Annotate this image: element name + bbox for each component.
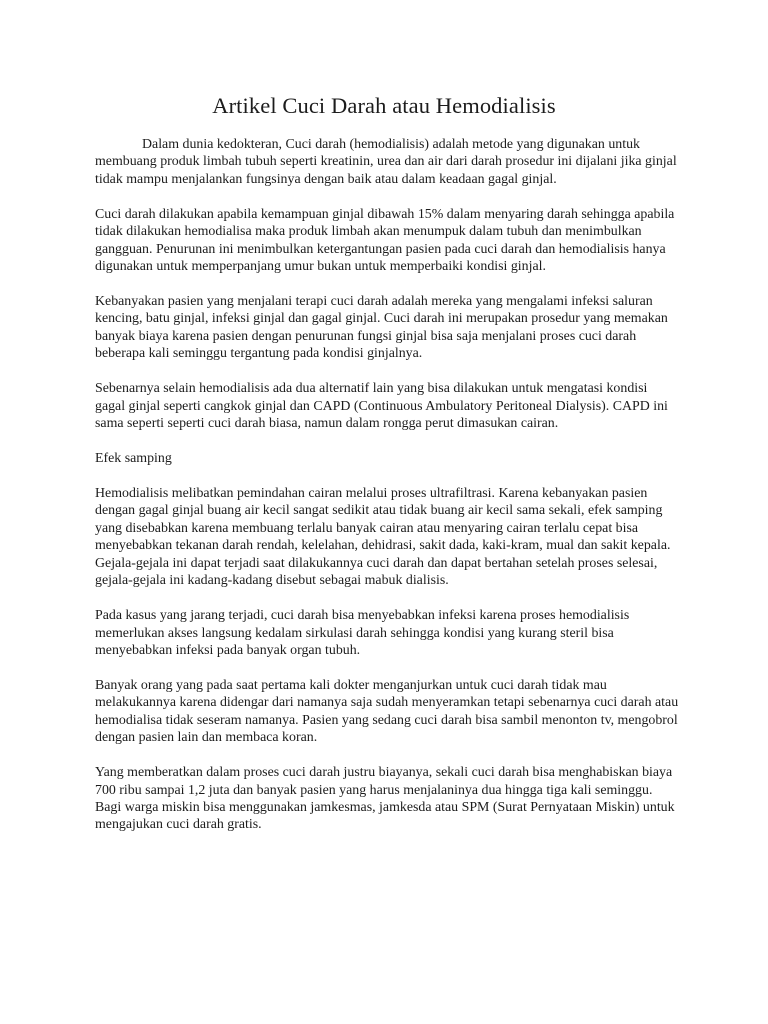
paragraph-side-effects: Hemodialisis melibatkan pemindahan cairan melalui proses ultrafiltrasi. Karena kebanyakan pasien dengan gagal ginjal buang air kecil sangat sedikit atau tidak buang air kecil sama sekali, efek samping yang disebabkan karena membuang terlalu banyak cairan atau menyaring cairan terlalu cepat bisa menyebabkan tekanan darah rendah, kelelahan, dehidrasi, sakit dada, kaki-kram, mual dan sakit kepala. Gejala-gejala ini dapat terjadi saat dilakukannya cuci darah dan dapat bertahan setelah proses selesai, gejala-gejala ini kadang-kadang disebut sebagai mabuk dialisis. <box>95 486 671 589</box>
paragraph-patients: Kebanyakan pasien yang menjalani terapi cuci darah adalah mereka yang mengalami infeksi saluran kencing, batu ginjal, infeksi ginjal dan gagal ginjal. Cuci darah ini merupakan prosedur yang memakan banyak biaya karena pasien dengan penurunan fungsi ginjal bisa saja menjalani proses cuci darah beberapa kali seminggu tergantung pada kondisi ginjalnya. <box>95 294 668 362</box>
paragraph-infection: Pada kasus yang jarang terjadi, cuci darah bisa menyebabkan infeksi karena proses hemodialisis memerlukan akses langsung kedalam sirkulasi darah sehingga kondisi yang kurang steril bisa menyebabkan infeksi pada banyak organ tubuh. <box>95 608 630 658</box>
page-title: Artikel Cuci Darah atau Hemodialisis <box>212 93 556 118</box>
paragraph-cost: Yang memberatkan dalam proses cuci darah justru biayanya, sekali cuci darah bisa menghabiskan biaya 700 ribu sampai 1,2 juta dan banyak pasien yang harus menjalaninya dua hingga tiga kali seminggu. Bagi warga miskin bisa menggunakan jamkesmas, jamkesda atau SPM (Surat Pernyataan Miskin) untuk mengajukan cuci darah gratis. <box>95 765 675 833</box>
paragraph-alternatives: Sebenarnya selain hemodialisis ada dua alternatif lain yang bisa dilakukan untuk mengatasi kondisi gagal ginjal seperti cangkok ginjal dan CAPD (Continuous Ambulatory Peritoneal Dialysis). CAPD ini sama seperti seperti cuci darah biasa, namun dalam rongga perut dimasukan cairan. <box>95 381 668 432</box>
paragraph-intro: Dalam dunia kedokteran, Cuci darah (hemodialisis) adalah metode yang digunakan untuk membuang produk limbah tubuh seperti kreatinin, urea dan air dari darah prosedur ini dijalani jika ginjal tidak mampu menjalankan fungsinya dengan baik atau dalam keadaan gagal ginjal. <box>95 137 677 187</box>
paragraph-indication: Cuci darah dilakukan apabila kemampuan ginjal dibawah 15% dalam menyaring darah sehingga apabila tidak dilakukan hemodialisa maka produk limbah akan menumpuk dalam tubuh dan menimbulkan gangguan. Penurunan ini menimbulkan ketergantungan pasien pada cuci darah dan hemodialisis hanya digunakan untuk memperpanjang umur bukan untuk memperbaiki kondisi ginjal. <box>95 206 675 275</box>
paragraph-perception: Banyak orang yang pada saat pertama kali dokter menganjurkan untuk cuci darah tidak mau melakukannya karena didengar dari namanya saja sudah menyeramkan tetapi sebenarnya cuci darah atau hemodialisa tidak seseram namanya. Pasien yang sedang cuci darah bisa sambil menonton tv, mengobrol dengan pasien lain dan membaca koran. <box>95 677 679 746</box>
section-heading-side-effects: Efek samping <box>95 451 172 467</box>
article-body <box>95 136 680 851</box>
